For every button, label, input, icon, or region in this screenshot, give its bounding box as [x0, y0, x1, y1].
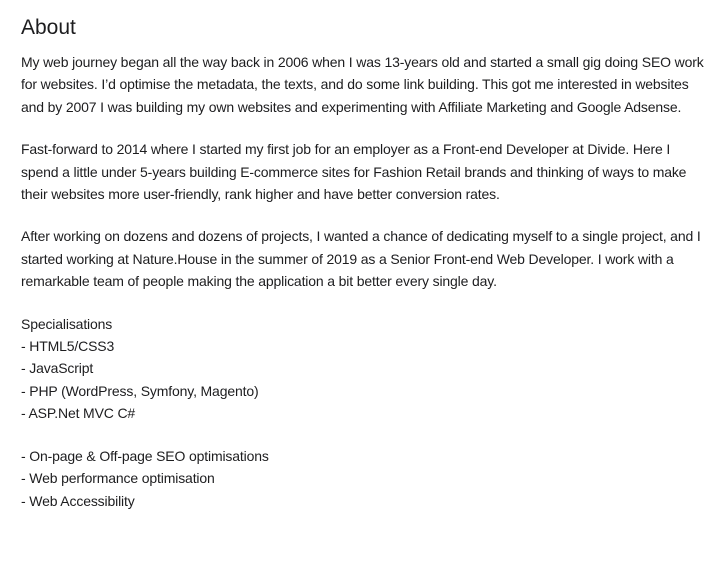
page-title: About [21, 16, 76, 39]
other-skills-block [21, 445, 711, 512]
specialisation-item: - ASP.Net MVC C# [21, 405, 136, 422]
specialisation-item: - HTML5/CSS3 [21, 338, 115, 355]
specialisations-heading: Specialisations [21, 315, 113, 332]
paragraph-current-role: After working on dozens and dozens of projects, I wanted a chance of dedicating myself to a single project, and I started working at Nature.House in the summer of 2019 as a Senior Front-end Web Developer. I work with a remarkable team of people making the application a bit better every single day. [21, 228, 701, 290]
paragraph-intro: My web journey began all the way back in 2006 when I was 13-years old and started a small gig doing SEO work for websites. I’d optimise the metadata, the texts, and do some link building. This got me interested in websites and by 2007 I was building my own websites and experimenting with Affiliate Marketing and Google Adsense. [21, 54, 704, 115]
paragraph-first-job: Fast-forward to 2014 where I started my first job for an employer as a Front-end Developer at Divide. Here I spend a little under 5-years building E-commerce sites for Fashion Retail brands and thinking of ways to make their websites more user-friendly, rank higher and have better conversion rates. [21, 141, 687, 203]
specialisation-item: - PHP (WordPress, Symfony, Magento) [21, 382, 259, 399]
other-skill-item: - Web Accessibility [21, 492, 135, 509]
specialisation-item: - JavaScript [21, 360, 94, 377]
specialisations-block [21, 313, 711, 425]
other-skill-item: - On-page & Off-page SEO optimisations [21, 447, 269, 464]
other-skill-item: - Web performance optimisation [21, 470, 215, 487]
